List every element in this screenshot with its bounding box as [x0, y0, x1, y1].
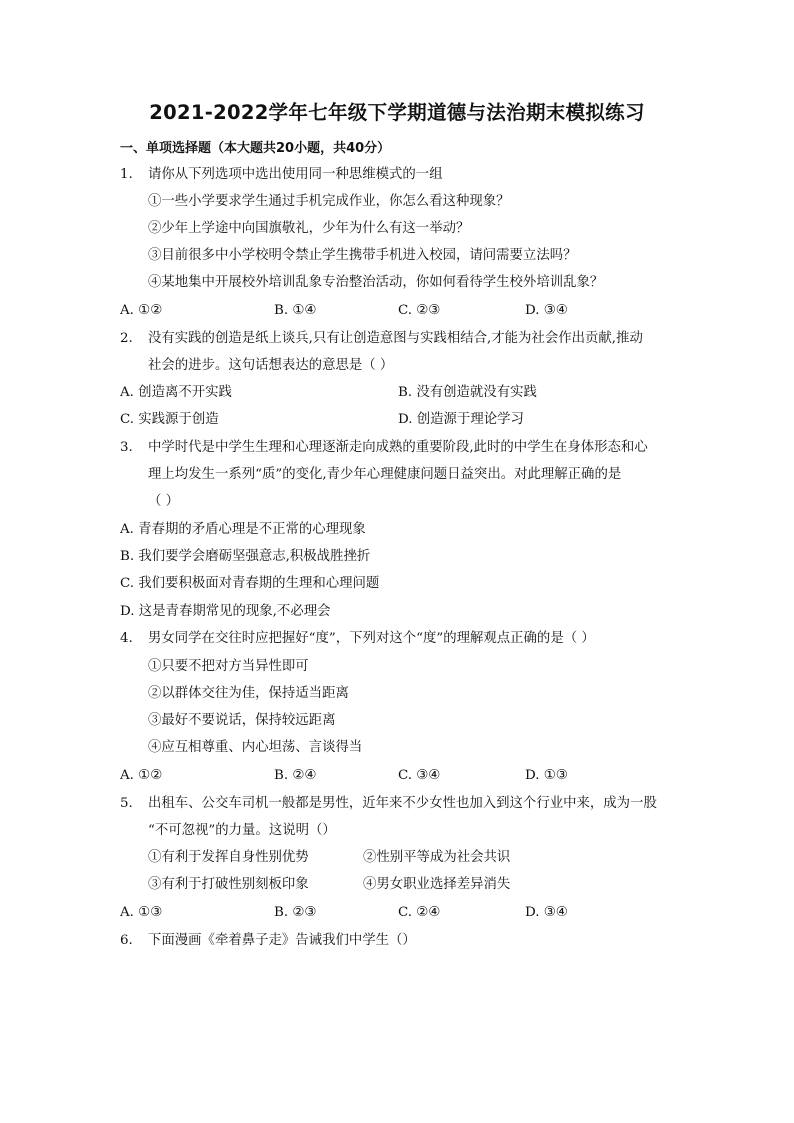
answer-option: B. 没有创造就没有实践	[398, 385, 537, 400]
question-stem: 男女同学在交往时应把握好“度”，下列对这个“度”的理解观点正确的是（ ）	[148, 631, 595, 646]
question-stem: 没有实践的创造是纸上谈兵,只有让创造意图与实践相结合,才能为社会作出贡献,推动	[148, 331, 643, 346]
answer-option: B. ②③	[274, 905, 317, 920]
question-item: ②性别平等成为社会共识	[363, 850, 511, 865]
question-item: ①一些小学要求学生通过手机完成作业，你怎么看这种现象？	[148, 194, 510, 209]
answer-option: C. ②③	[398, 303, 441, 318]
answer-option: D. 这是青春期常见的现象,不必理会	[120, 604, 331, 619]
page-title: 2021-2022学年七年级下学期道德与法治期末模拟练习	[149, 101, 645, 124]
question-stem: （ ）	[148, 494, 180, 509]
answer-option: B. 我们要学会磨砺坚强意志,积极战胜挫折	[120, 549, 371, 564]
answer-option: A. ①③	[120, 905, 163, 920]
answer-option: A. ①②	[120, 768, 163, 783]
question-item: ③最好不要说话，保持较远距离	[148, 713, 336, 728]
answer-option: C. 实践源于创造	[120, 412, 219, 427]
answer-option: D. ③④	[525, 905, 568, 920]
section-heading: 一、单项选择题（本大题共20小题，共40分）	[120, 141, 391, 156]
question-item: ③目前很多中小学校明令禁止学生携带手机进入校园，请问需要立法吗？	[148, 248, 577, 263]
answer-option: A. 青春期的矛盾心理是不正常的心理现象	[120, 522, 366, 537]
question-number: 3.	[120, 440, 133, 455]
answer-option: A. ①②	[120, 303, 163, 318]
question-item: ①只要不把对方当异性即可	[148, 659, 309, 674]
question-item: ④某地集中开展校外培训乱象专治整治活动，你如何看待学生校外培训乱象？	[148, 275, 604, 290]
answer-option: D. 创造源于理论学习	[398, 412, 524, 427]
question-number: 1.	[120, 167, 133, 182]
answer-option: C. 我们要积极面对青春期的生理和心理问题	[120, 576, 380, 591]
question-stem: 下面漫画《牵着鼻子走》告诫我们中学生（）	[148, 933, 416, 948]
question-number: 5.	[120, 796, 133, 811]
question-stem: 中学时代是中学生生理和心理逐渐走向成熟的重要阶段,此时的中学生在身体形态和心	[148, 440, 648, 455]
question-stem: 请你从下列选项中选出使用同一种思维模式的一组	[148, 167, 443, 182]
answer-option: B. ②④	[274, 768, 317, 783]
answer-option: C. ③④	[398, 768, 441, 783]
question-stem: 理上均发生一系列“质”的变化,青少年心理健康问题日益突出。对此理解正确的是	[148, 467, 622, 482]
question-item: ②少年上学途中向国旗敬礼，少年为什么有这一举动？	[148, 221, 470, 236]
question-number: 4.	[120, 631, 133, 646]
question-number: 6.	[120, 933, 133, 948]
answer-option: B. ①④	[274, 303, 317, 318]
answer-option: D. ①③	[525, 768, 568, 783]
question-stem: “不可忽视”的力量。这说明（）	[148, 823, 336, 838]
answer-option: D. ③④	[525, 303, 568, 318]
answer-option: C. ②④	[398, 905, 441, 920]
question-item: ④应互相尊重、内心坦荡、言谈得当	[148, 740, 363, 755]
question-number: 2.	[120, 331, 133, 346]
question-item: ④男女职业选择差异消失	[363, 877, 511, 892]
question-item: ①有利于发挥自身性别优势	[148, 850, 309, 865]
question-item: ③有利于打破性别刻板印象	[148, 877, 309, 892]
question-stem: 出租车、公交车司机一般都是男性，近年来不少女性也加入到这个行业中来，成为一股	[148, 796, 657, 811]
answer-option: A. 创造离不开实践	[120, 385, 232, 400]
question-stem: 社会的进步。这句话想表达的意思是（ ）	[148, 358, 394, 373]
question-item: ②以群体交往为佳，保持适当距离	[148, 686, 349, 701]
